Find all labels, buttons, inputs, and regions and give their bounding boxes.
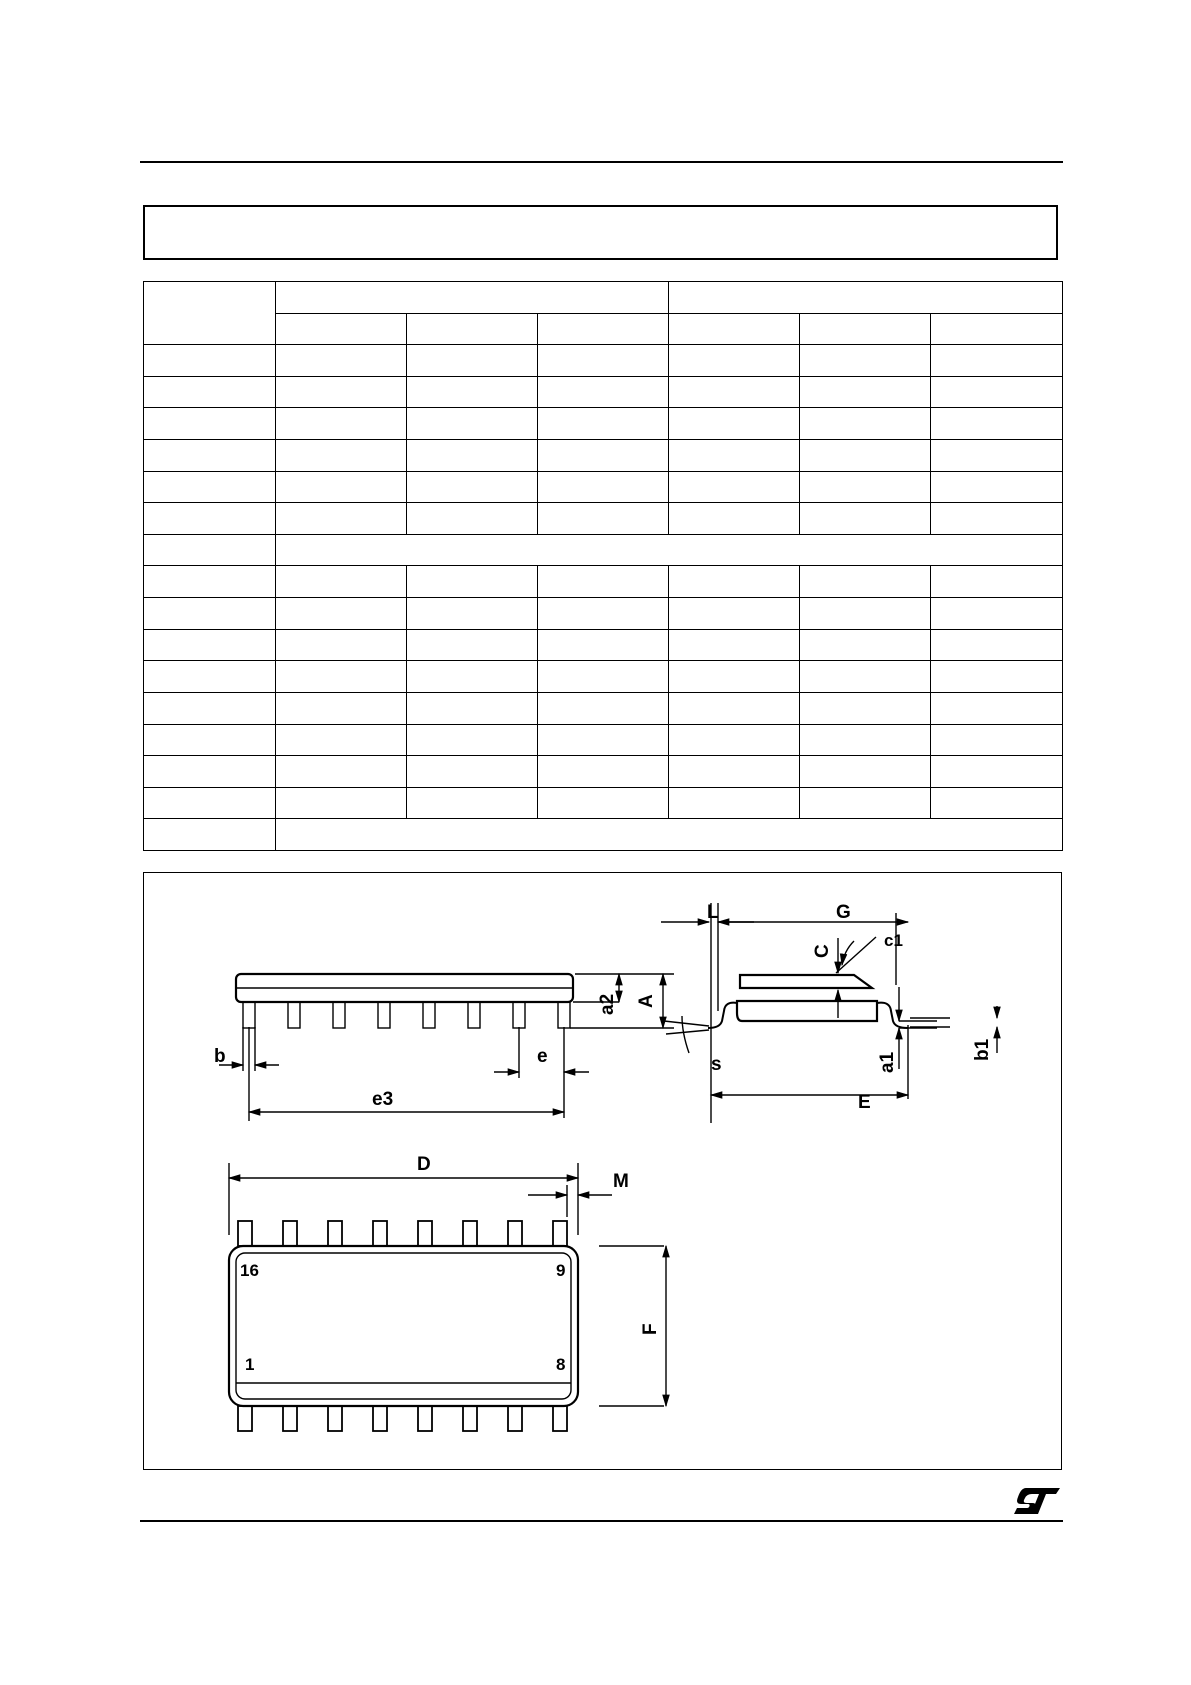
table-cell bbox=[800, 376, 931, 408]
label-G: G bbox=[836, 902, 851, 923]
table-cell bbox=[800, 408, 931, 440]
table-cell bbox=[669, 787, 800, 819]
table-cell bbox=[669, 503, 800, 535]
table-cell bbox=[276, 629, 407, 661]
label-pin9: 9 bbox=[556, 1261, 566, 1280]
table-cell bbox=[538, 661, 669, 693]
table-cell bbox=[669, 408, 800, 440]
table-cell bbox=[800, 724, 931, 756]
table-cell bbox=[931, 629, 1063, 661]
table-cell bbox=[144, 534, 276, 566]
table-cell bbox=[931, 598, 1063, 630]
table-cell bbox=[800, 471, 931, 503]
label-a2: a2 bbox=[597, 993, 618, 1015]
table-cell bbox=[276, 408, 407, 440]
table-cell bbox=[144, 471, 276, 503]
table-row bbox=[144, 566, 1063, 598]
table-cell bbox=[276, 376, 407, 408]
table-cell bbox=[276, 471, 407, 503]
table-cell bbox=[276, 787, 407, 819]
table-cell bbox=[669, 345, 800, 377]
table-cell bbox=[144, 598, 276, 630]
table-cell bbox=[538, 787, 669, 819]
table-cell bbox=[931, 503, 1063, 535]
table-cell-merged bbox=[276, 534, 1063, 566]
st-logo-icon bbox=[1012, 1486, 1062, 1516]
table-cell bbox=[800, 345, 931, 377]
table-cell bbox=[669, 724, 800, 756]
table-cell bbox=[144, 724, 276, 756]
end-view bbox=[661, 903, 997, 1123]
table-row bbox=[144, 756, 1063, 788]
label-c1: c1 bbox=[884, 931, 903, 950]
label-E: E bbox=[858, 1092, 871, 1113]
label-L: L bbox=[707, 902, 719, 923]
package-title-box bbox=[143, 205, 1058, 260]
table-cell bbox=[931, 376, 1063, 408]
table-cell bbox=[276, 692, 407, 724]
table-cell bbox=[407, 692, 538, 724]
table-cell bbox=[538, 408, 669, 440]
label-e: e bbox=[537, 1046, 548, 1067]
table-cell bbox=[276, 345, 407, 377]
table-cell bbox=[407, 471, 538, 503]
table-row bbox=[144, 598, 1063, 630]
table-cell bbox=[931, 756, 1063, 788]
table-cell bbox=[538, 376, 669, 408]
table-cell bbox=[538, 313, 669, 345]
table-cell bbox=[538, 471, 669, 503]
mechanical-data-table bbox=[143, 281, 1063, 851]
table-cell bbox=[144, 819, 276, 851]
table-row bbox=[144, 471, 1063, 503]
table-subheader-row bbox=[144, 313, 1063, 345]
table-cell bbox=[407, 345, 538, 377]
table-cell bbox=[407, 629, 538, 661]
table-cell bbox=[144, 756, 276, 788]
label-a1: a1 bbox=[877, 1051, 898, 1073]
end-view-lead-right bbox=[877, 1003, 908, 1028]
table-cell bbox=[800, 566, 931, 598]
table-cell bbox=[931, 471, 1063, 503]
table-cell bbox=[276, 503, 407, 535]
table-cell bbox=[800, 692, 931, 724]
table-cell bbox=[800, 440, 931, 472]
end-view-lead-left bbox=[708, 1003, 737, 1028]
table-cell bbox=[407, 566, 538, 598]
table-cell bbox=[800, 629, 931, 661]
table-cell bbox=[538, 756, 669, 788]
footer-rule bbox=[140, 1520, 1063, 1522]
side-view-pins bbox=[243, 1002, 570, 1028]
table-cell bbox=[800, 598, 931, 630]
table-cell bbox=[538, 692, 669, 724]
table-row bbox=[144, 661, 1063, 693]
table-cell bbox=[144, 345, 276, 377]
table-cell bbox=[144, 376, 276, 408]
table-cell bbox=[931, 313, 1063, 345]
table-row bbox=[144, 408, 1063, 440]
table-cell bbox=[800, 661, 931, 693]
label-b1: b1 bbox=[972, 1038, 993, 1061]
header-rule bbox=[140, 161, 1063, 163]
top-view-pins-top bbox=[238, 1221, 567, 1246]
table-row bbox=[144, 787, 1063, 819]
label-b: b bbox=[214, 1046, 226, 1067]
top-view-body-outer bbox=[229, 1246, 578, 1406]
top-view-body-inner bbox=[236, 1253, 571, 1399]
table-row bbox=[144, 629, 1063, 661]
table-row-merged bbox=[144, 819, 1063, 851]
table-cell bbox=[669, 661, 800, 693]
table-cell bbox=[931, 440, 1063, 472]
table-cell bbox=[538, 629, 669, 661]
table-cell bbox=[144, 661, 276, 693]
table-cell bbox=[800, 313, 931, 345]
top-view-pins-bottom bbox=[238, 1406, 567, 1431]
table-cell bbox=[144, 503, 276, 535]
table-cell bbox=[931, 787, 1063, 819]
table-cell bbox=[931, 408, 1063, 440]
table-cell bbox=[276, 661, 407, 693]
table-cell bbox=[669, 376, 800, 408]
table-cell bbox=[144, 787, 276, 819]
table-cell bbox=[276, 756, 407, 788]
table-cell bbox=[538, 503, 669, 535]
table-cell bbox=[669, 756, 800, 788]
table-cell bbox=[407, 724, 538, 756]
table-cell bbox=[407, 598, 538, 630]
table-cell bbox=[407, 440, 538, 472]
table-cell bbox=[407, 661, 538, 693]
table-cell bbox=[538, 598, 669, 630]
label-s: s bbox=[711, 1054, 722, 1075]
table-cell bbox=[407, 313, 538, 345]
table-cell bbox=[931, 692, 1063, 724]
table-cell bbox=[144, 408, 276, 440]
table-cell bbox=[407, 503, 538, 535]
table-cell bbox=[144, 629, 276, 661]
table-header-dim bbox=[144, 282, 276, 345]
table-cell bbox=[931, 724, 1063, 756]
label-A: A bbox=[636, 994, 657, 1008]
package-outline-svg bbox=[144, 873, 1063, 1471]
end-view-body-bottom bbox=[737, 1001, 877, 1021]
label-M: M bbox=[613, 1171, 629, 1192]
table-cell bbox=[669, 440, 800, 472]
table-cell bbox=[931, 345, 1063, 377]
table-row bbox=[144, 440, 1063, 472]
table-row bbox=[144, 345, 1063, 377]
table-cell bbox=[669, 629, 800, 661]
table-cell bbox=[276, 598, 407, 630]
table-cell bbox=[800, 756, 931, 788]
table-cell bbox=[669, 313, 800, 345]
table-cell bbox=[144, 440, 276, 472]
label-pin16: 16 bbox=[240, 1261, 259, 1280]
table-row bbox=[144, 724, 1063, 756]
table-cell bbox=[538, 566, 669, 598]
table-cell bbox=[276, 440, 407, 472]
table-cell bbox=[669, 598, 800, 630]
table-cell bbox=[669, 566, 800, 598]
label-pin8: 8 bbox=[556, 1355, 566, 1374]
top-view bbox=[229, 1163, 666, 1431]
table-cell bbox=[669, 692, 800, 724]
table-cell bbox=[276, 313, 407, 345]
table-cell bbox=[407, 376, 538, 408]
table-row bbox=[144, 503, 1063, 535]
label-e3: e3 bbox=[372, 1089, 394, 1110]
table-row-merged bbox=[144, 534, 1063, 566]
table-cell bbox=[538, 440, 669, 472]
table-cell bbox=[276, 724, 407, 756]
table-cell bbox=[538, 724, 669, 756]
table-cell bbox=[931, 566, 1063, 598]
label-F: F bbox=[640, 1323, 661, 1335]
end-view-body-top bbox=[740, 975, 872, 988]
table-header-row bbox=[144, 282, 1063, 314]
table-cell bbox=[931, 661, 1063, 693]
table-header-inch bbox=[669, 282, 1063, 314]
table-row bbox=[144, 376, 1063, 408]
label-D: D bbox=[417, 1154, 431, 1175]
table-cell bbox=[538, 345, 669, 377]
table-cell bbox=[407, 756, 538, 788]
label-C: C bbox=[812, 944, 833, 958]
table-cell bbox=[407, 408, 538, 440]
table-cell bbox=[144, 692, 276, 724]
package-outline-drawing bbox=[143, 872, 1062, 1470]
label-pin1: 1 bbox=[245, 1355, 255, 1374]
table-cell bbox=[407, 787, 538, 819]
table-row bbox=[144, 692, 1063, 724]
table-cell bbox=[144, 566, 276, 598]
table-cell bbox=[276, 566, 407, 598]
table-cell bbox=[800, 503, 931, 535]
table-cell bbox=[800, 787, 931, 819]
table-cell bbox=[669, 471, 800, 503]
table-header-mm bbox=[276, 282, 669, 314]
table-cell-merged bbox=[276, 819, 1063, 851]
